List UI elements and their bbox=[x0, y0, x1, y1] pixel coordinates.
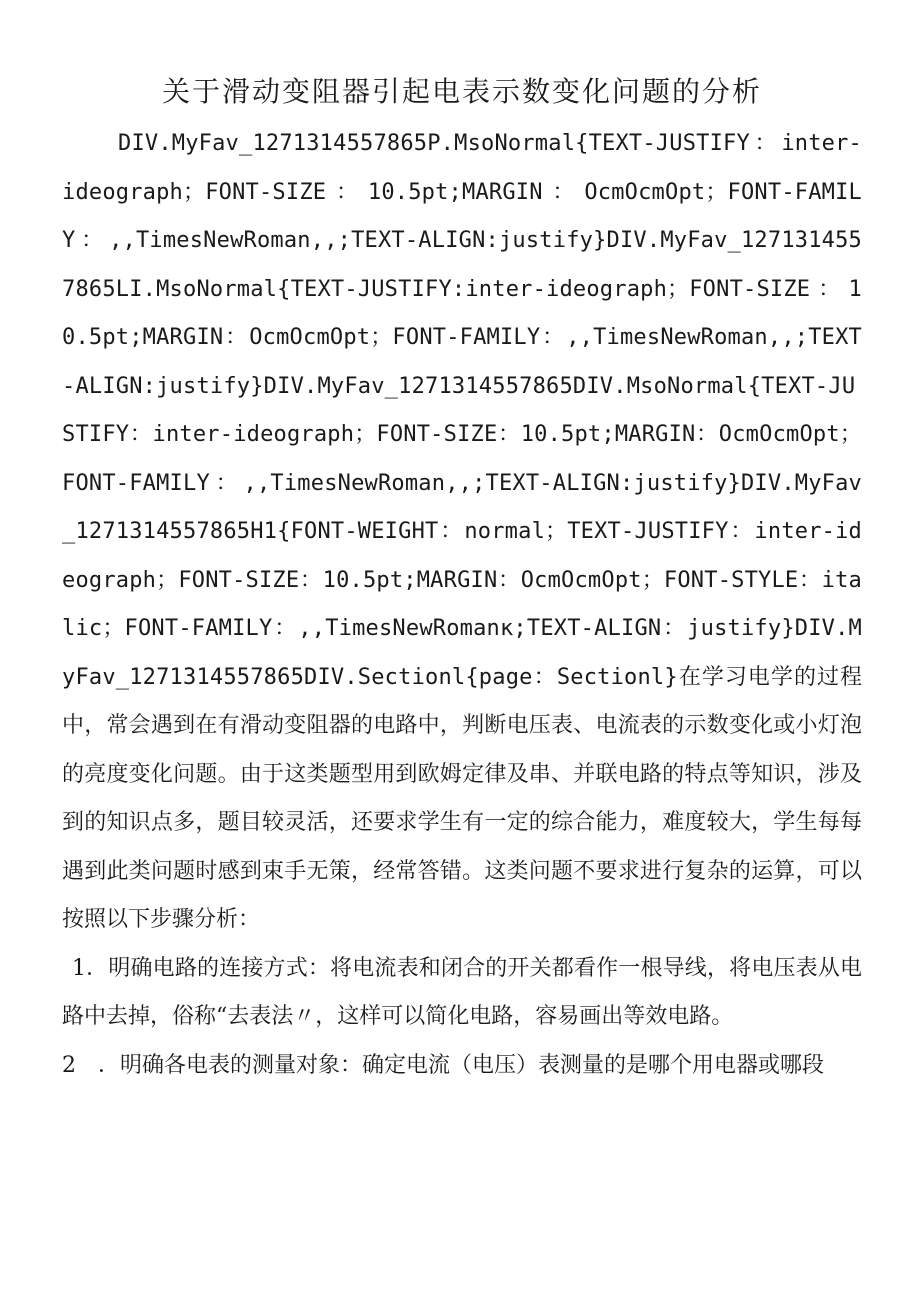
document-body bbox=[62, 120, 862, 1090]
document-title: 关于滑动变阻器引起电表示数变化问题的分析 bbox=[161, 75, 762, 108]
step-item-1: 1．明确电路的连接方式：将电流表和闭合的开关都看作一根导线，将电压表从电路中去掉，俗称“去表法〃，这样可以简化电路，容易画出等效电路。 bbox=[62, 955, 862, 1029]
style-code-text: DIV.MyFav_1271314557865P.MsoNormal{TEXT-JUSTIFY：inter-ideograph；FONT-SIZE：10.5pt;MARGIN：OcmOcmOpt；FONT-FAMILY：,,TimesNewRoman,,;TEXT-ALIGN:justify}DIV.MyFav_1271314557865LI.MsoNormal{TEXT-JUSTIFY:inter-ideograph；FONT-SIZE：10.5pt;MARGIN：OcmOcmOpt；FONT-FAMILY：,,TimesNewRoman,,;TEXT-ALIGN:justify}DIV.MyFav_1271314557865DIV.MsoNormal{TEXT-JUSTIFY：inter-ideograph；FONT-SIZE：10.5pt;MARGIN：OcmOcmOpt；FONT-FAMILY：,,TimesNewRoman,,;TEXT-ALIGN:justify}DIV.MyFav_1271314557865H1{FONT-WEIGHT：normal；TEXT-JUSTIFY：inter-ideograph；FONT-SIZE：10.5pt;MARGIN：OcmOcmOpt；FONT-STYLE：italic；FONT-FAMILY：,,TimesNewRomanκ;TEXT-ALIGN：justify}DIV.MyFav_1271314557865DIV.Sectionl{page：Sectionl} bbox=[62, 131, 862, 690]
intro-text: 在学习电学的过程中，常会遇到在有滑动变阻器的电路中，判断电压表、电流表的示数变化或小灯泡的亮度变化问题。由于这类题型用到欧姆定律及串、并联电路的特点等知识，涉及到的知识点多，题目较灵活，还要求学生有一定的综合能力，难度较大，学生每每遇到此类问题时感到束手无策，经常答错。这类问题不要求进行复杂的运算，可以按照以下步骤分析： bbox=[62, 664, 862, 932]
step-item-2: 2 ．明确各电表的测量对象：确定电流（电压）表测量的是哪个用电器或哪段 bbox=[62, 1052, 824, 1078]
intro-paragraph bbox=[62, 120, 862, 945]
